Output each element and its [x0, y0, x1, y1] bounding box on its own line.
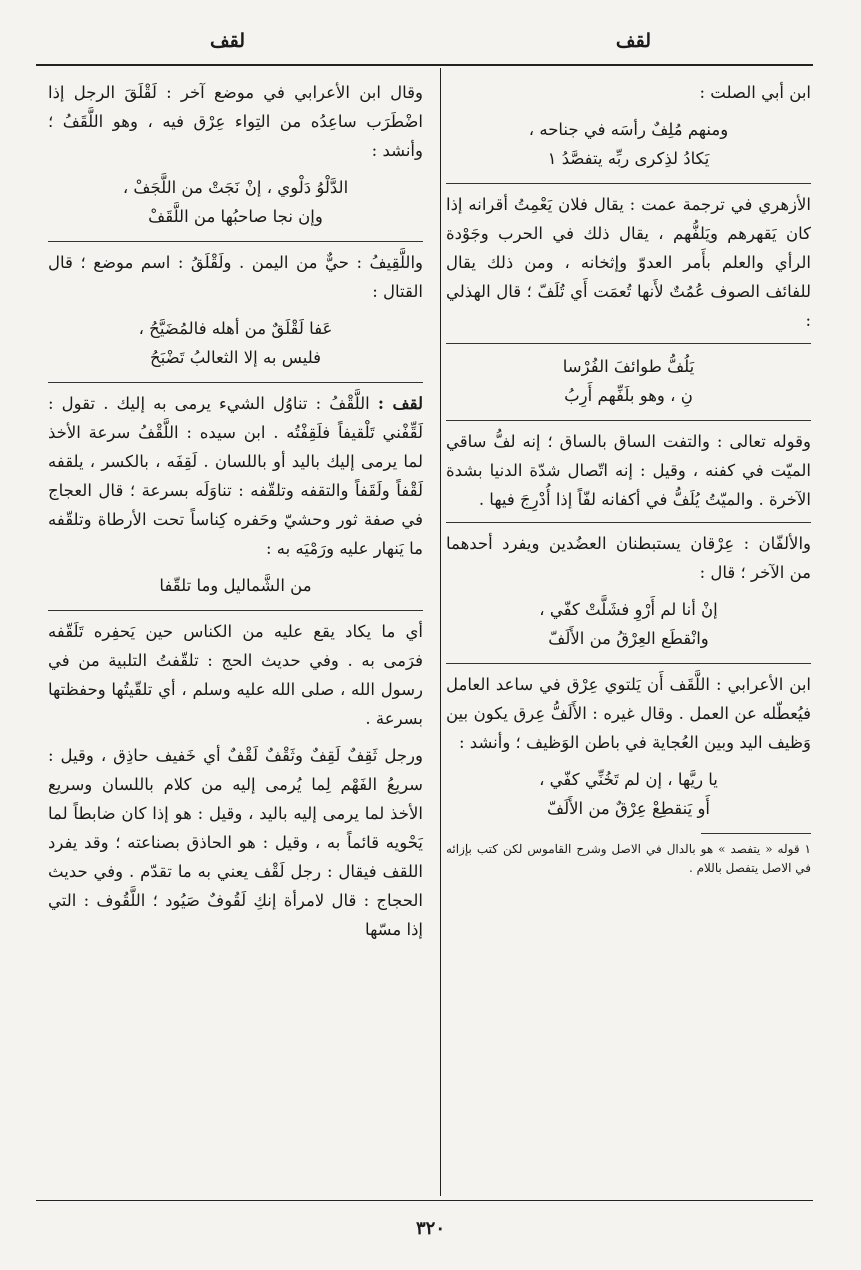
paragraph: وقوله تعالى : والتفت الساق بالساق ؛ إنه لفُّ ساقي الميّت في كفنه ، وقيل : إنه اتّصال شدّة الدنيا بشدة الآخرة . والميّتُ يُلَفُّ في أكفانه لفّاً إذا أُدْرِجَ فيها . [446, 432, 811, 509]
paragraph: واللَّقِيفُ : حيٌّ من اليمن . ولَقْلَقُ : اسم موضع ؛ قال القتال : [48, 253, 423, 301]
verse-line: من الشَّماليل وما تلقّفا [159, 576, 312, 595]
verse [48, 173, 423, 231]
verse-line: وانْقطَع العِرْقُ من الأَلَفّ [548, 629, 709, 648]
footnote: ١ قوله « يتفصد » هو بالدال في الاصل وشرح القاموس لكن كتب بإزائه في الاصل يتفصل باللام . [446, 842, 811, 875]
entry-paragraph [48, 389, 423, 563]
divider [48, 382, 423, 383]
paragraph: ابن أبي الصلت : [699, 83, 811, 102]
verse-line: وإن نجا صاحبُها من اللَّقَفْ [148, 207, 323, 226]
divider [48, 241, 423, 242]
verse-line: فليس به إلا الثعالبُ تَضْبَحُ [149, 348, 322, 367]
verse-line: عَفا لَقْلَقٌ من أهله فالمُضَيَّحُ ، [138, 319, 333, 338]
column-separator [440, 68, 441, 1196]
verse-line: إنْ أنا لم أَرْوِ فشَلَّتْ كفّي ، [539, 600, 718, 619]
verse [48, 314, 423, 372]
footnote-rule [701, 833, 811, 834]
verse-line: يَكادُ لذِكرى ربِّه يتفصَّدُ ١ [547, 149, 710, 168]
bottom-rule [36, 1200, 813, 1201]
paragraph: وقال ابن الأعرابي في موضع آخر : لَقْلَقَ الرجل إذا اضْطَرَب ساعِدُه من التِواء عِرْق فيه ، وهو اللَّقَفُ ؛ وأنشد : [48, 83, 423, 160]
right-column [446, 78, 811, 878]
divider [446, 183, 811, 184]
top-rule [36, 64, 813, 66]
verse-line: الدَّلْوُ دَلْوي ، إنْ نَجَتْ من اللَّجَفْ ، [122, 178, 349, 197]
verse-line: نِ ، وهو بلَفِّهم أَرِبُ [564, 386, 693, 405]
verse [48, 571, 423, 600]
paragraph: أي ما يكاد يقع عليه من الكناس حين يَحفِره تَلَقّفه فرَمى به . وفي حديث الحج : تلقّفتُ التلبية من في رسول الله ، صلى الله عليه وسلم ، أي تلقّيتُها وحفظتها بسرعة . [48, 622, 423, 728]
entry-text: اللَّقْفُ : تناوُل الشيء يرمى به إليك . تقول : لَقِّفْني تَلْقيفاً فلَقِفْتُه . ابن سيده : اللَّقْفُ سرعة الأخذ لما يرمى إليك باليد أو باللسان . لَقِفَه ، بالكسر ، يلقفه لَقْفاً ولَقَفاً والتقفه وتلقّفه : تناوَلَه بسرعة ؛ قال العجاج في صفة ثور وحشيّ وحَفره كِناساً تحت الأرطاة وتلقّفه ما يَنهار عليه ورَمْيَه به : [48, 394, 423, 558]
paragraph: الأزهري في ترجمة عمت : يقال فلان يَعْمِتُ أقرانه إذا كان يَقهرهم ويَلفُّهم ، يقال ذلك في الحرب وجَوْدة الرأي والعلم بأَمر العدوّ وإثخانه ، ومن ذلك يقال للفائف الصوف عُمُتٌ لأَنها تُعمَت أَي تُلَفّ ؛ قال الهذلي : [446, 195, 811, 330]
left-column [48, 78, 423, 952]
verse-line: ومنهم مُلِفٌ رأسَه في جناحه ، [528, 120, 729, 139]
header-word-right: لقف [615, 30, 651, 52]
verse [446, 115, 811, 173]
page-number: ٣٢٠ [415, 1218, 445, 1239]
verse-line: أَو يَنقطِعْ عِرْقٌ من الأَلَفّ [546, 799, 711, 818]
paragraph: والألفّان : عِرْقان يستبطنان العضُدين ويفرد أحدهما من الآخر ؛ قال : [446, 534, 811, 582]
paragraph: ورجل ثَقِفٌ لَقِفٌ وثَقْفٌ لَقْفٌ أي خَفيف حاذِق ، وقيل : سريعُ الفَهْم لِما يُرمى إليه من كلام باللسان وسريع الأخذ لما يرمى إليه باليد ، وقيل : هو إذا كان ضابطاً لما يَحْويه قائماً به ، وقيل : هو الحاذق بصناعته ؛ وقد يفرد اللقف فيقال : رجل لَقْف يعني به ما تقدّم . وفي حديث الحجاج : قال لامرأة إنكِ لَقُوفٌ صَيُود ؛ اللَّقُوف : التي إذا مسّها [48, 746, 423, 939]
verse [446, 352, 811, 410]
paragraph: ابن الأعرابي : اللَّقَف أَن يَلتوي عِرْق في ساعد العامل فيُعطّله عن العمل . وقال غيره : الأَلَفُّ عِرق يكون بين وَظيف اليد وبين العُجاية في باطن الوَظيف ؛ وأنشد : [446, 675, 811, 752]
verse-line: يَلُفُّ طوائفَ الفُرْسا [562, 357, 695, 376]
header-word-left: لقف [210, 30, 246, 52]
divider [48, 610, 423, 611]
entry-headword: لقف : [377, 394, 423, 413]
divider [446, 522, 811, 523]
verse [446, 595, 811, 653]
divider [446, 663, 811, 664]
divider [446, 420, 811, 421]
divider [446, 343, 811, 344]
verse-line: يا ريَّها ، إن لم تَخُنِّي كفّي ، [539, 770, 718, 789]
verse [446, 765, 811, 823]
